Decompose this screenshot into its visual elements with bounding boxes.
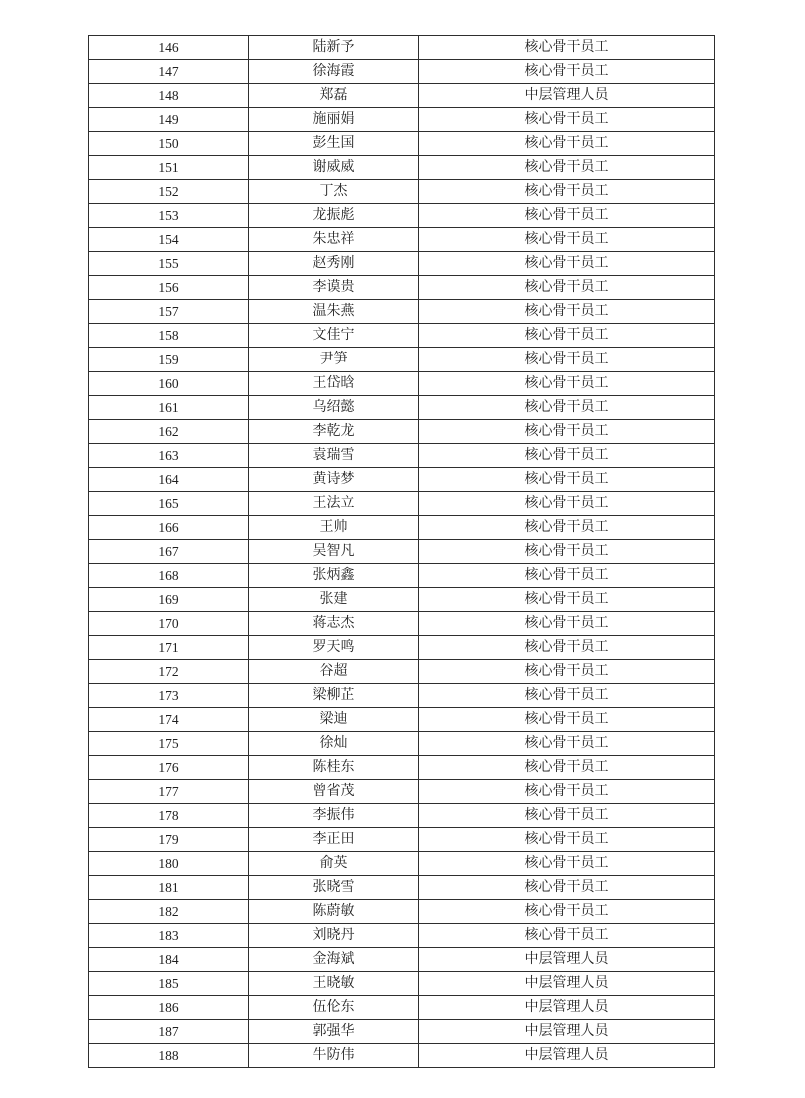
name-cell: 王晓敏 [249, 972, 419, 996]
category-cell: 核心骨干员工 [419, 876, 715, 900]
name-cell: 温朱燕 [249, 300, 419, 324]
serial-cell: 170 [89, 612, 249, 636]
name-cell: 王法立 [249, 492, 419, 516]
category-cell: 核心骨干员工 [419, 684, 715, 708]
table-row [89, 444, 715, 468]
serial-cell: 179 [89, 828, 249, 852]
serial-cell: 165 [89, 492, 249, 516]
name-cell: 谢威威 [249, 156, 419, 180]
name-cell: 陈桂东 [249, 756, 419, 780]
table-row [89, 60, 715, 84]
category-cell: 核心骨干员工 [419, 900, 715, 924]
table-row [89, 924, 715, 948]
name-cell: 李乾龙 [249, 420, 419, 444]
name-cell: 张晓雪 [249, 876, 419, 900]
name-cell: 黄诗梦 [249, 468, 419, 492]
table-row [89, 876, 715, 900]
name-cell: 赵秀刚 [249, 252, 419, 276]
table-row [89, 636, 715, 660]
category-cell: 核心骨干员工 [419, 564, 715, 588]
name-cell: 李谟贵 [249, 276, 419, 300]
category-cell: 核心骨干员工 [419, 612, 715, 636]
table-row [89, 660, 715, 684]
serial-cell: 164 [89, 468, 249, 492]
serial-cell: 149 [89, 108, 249, 132]
table-row [89, 276, 715, 300]
table-row [89, 348, 715, 372]
name-cell: 吴智凡 [249, 540, 419, 564]
name-cell: 罗天鸣 [249, 636, 419, 660]
name-cell: 王帅 [249, 516, 419, 540]
serial-cell: 148 [89, 84, 249, 108]
category-cell: 核心骨干员工 [419, 372, 715, 396]
table-row [89, 156, 715, 180]
category-cell: 核心骨干员工 [419, 324, 715, 348]
serial-cell: 155 [89, 252, 249, 276]
table-row [89, 228, 715, 252]
category-cell: 核心骨干员工 [419, 132, 715, 156]
table-body [89, 36, 715, 1068]
table-row [89, 252, 715, 276]
name-cell: 尹笋 [249, 348, 419, 372]
table-row [89, 948, 715, 972]
table-row [89, 300, 715, 324]
serial-cell: 172 [89, 660, 249, 684]
table-row [89, 396, 715, 420]
category-cell: 核心骨干员工 [419, 444, 715, 468]
table-row [89, 972, 715, 996]
serial-cell: 163 [89, 444, 249, 468]
name-cell: 徐海霞 [249, 60, 419, 84]
category-cell: 中层管理人员 [419, 1020, 715, 1044]
table-row [89, 756, 715, 780]
category-cell: 核心骨干员工 [419, 468, 715, 492]
table-row [89, 612, 715, 636]
name-cell: 金海斌 [249, 948, 419, 972]
category-cell: 中层管理人员 [419, 1044, 715, 1068]
table-row [89, 468, 715, 492]
table-row [89, 780, 715, 804]
name-cell: 俞英 [249, 852, 419, 876]
category-cell: 核心骨干员工 [419, 156, 715, 180]
table-row [89, 732, 715, 756]
name-cell: 牛防伟 [249, 1044, 419, 1068]
name-cell: 陈蔚敏 [249, 900, 419, 924]
serial-cell: 171 [89, 636, 249, 660]
name-cell: 袁瑞雪 [249, 444, 419, 468]
category-cell: 核心骨干员工 [419, 636, 715, 660]
table-row [89, 84, 715, 108]
category-cell: 中层管理人员 [419, 84, 715, 108]
name-cell: 刘晓丹 [249, 924, 419, 948]
category-cell: 核心骨干员工 [419, 228, 715, 252]
serial-cell: 178 [89, 804, 249, 828]
category-cell: 核心骨干员工 [419, 276, 715, 300]
table-row [89, 372, 715, 396]
category-cell: 核心骨干员工 [419, 204, 715, 228]
category-cell: 核心骨干员工 [419, 492, 715, 516]
category-cell: 核心骨干员工 [419, 36, 715, 60]
serial-cell: 151 [89, 156, 249, 180]
table-row [89, 1044, 715, 1068]
name-cell: 陆新予 [249, 36, 419, 60]
category-cell: 核心骨干员工 [419, 588, 715, 612]
category-cell: 中层管理人员 [419, 972, 715, 996]
name-cell: 蒋志杰 [249, 612, 419, 636]
category-cell: 核心骨干员工 [419, 852, 715, 876]
serial-cell: 162 [89, 420, 249, 444]
serial-cell: 187 [89, 1020, 249, 1044]
serial-cell: 181 [89, 876, 249, 900]
category-cell: 核心骨干员工 [419, 924, 715, 948]
table-row [89, 516, 715, 540]
serial-cell: 156 [89, 276, 249, 300]
category-cell: 核心骨干员工 [419, 540, 715, 564]
category-cell: 核心骨干员工 [419, 756, 715, 780]
serial-cell: 168 [89, 564, 249, 588]
serial-cell: 150 [89, 132, 249, 156]
serial-cell: 157 [89, 300, 249, 324]
serial-cell: 174 [89, 708, 249, 732]
table-row [89, 996, 715, 1020]
serial-cell: 183 [89, 924, 249, 948]
category-cell: 核心骨干员工 [419, 780, 715, 804]
category-cell: 核心骨干员工 [419, 732, 715, 756]
name-cell: 郭强华 [249, 1020, 419, 1044]
serial-cell: 188 [89, 1044, 249, 1068]
category-cell: 中层管理人员 [419, 996, 715, 1020]
category-cell: 核心骨干员工 [419, 708, 715, 732]
name-cell: 乌绍懿 [249, 396, 419, 420]
serial-cell: 186 [89, 996, 249, 1020]
table-row [89, 324, 715, 348]
name-cell: 文佳宁 [249, 324, 419, 348]
serial-cell: 152 [89, 180, 249, 204]
name-cell: 梁柳芷 [249, 684, 419, 708]
name-cell: 施丽娟 [249, 108, 419, 132]
employee-roster-table [88, 35, 715, 1068]
table-row [89, 180, 715, 204]
table-row [89, 492, 715, 516]
serial-cell: 154 [89, 228, 249, 252]
table-row [89, 108, 715, 132]
name-cell: 彭生国 [249, 132, 419, 156]
category-cell: 核心骨干员工 [419, 396, 715, 420]
table-row [89, 132, 715, 156]
table-row [89, 684, 715, 708]
category-cell: 核心骨干员工 [419, 420, 715, 444]
name-cell: 丁杰 [249, 180, 419, 204]
category-cell: 核心骨干员工 [419, 108, 715, 132]
name-cell: 郑磊 [249, 84, 419, 108]
name-cell: 朱忠祥 [249, 228, 419, 252]
serial-cell: 176 [89, 756, 249, 780]
category-cell: 核心骨干员工 [419, 828, 715, 852]
category-cell: 核心骨干员工 [419, 60, 715, 84]
serial-cell: 159 [89, 348, 249, 372]
table-row [89, 204, 715, 228]
name-cell: 张炳鑫 [249, 564, 419, 588]
serial-cell: 185 [89, 972, 249, 996]
serial-cell: 161 [89, 396, 249, 420]
name-cell: 王岱晗 [249, 372, 419, 396]
serial-cell: 158 [89, 324, 249, 348]
name-cell: 梁迪 [249, 708, 419, 732]
name-cell: 伍伦东 [249, 996, 419, 1020]
name-cell: 曾省茂 [249, 780, 419, 804]
name-cell: 谷超 [249, 660, 419, 684]
table-row [89, 564, 715, 588]
table-row [89, 36, 715, 60]
serial-cell: 182 [89, 900, 249, 924]
category-cell: 核心骨干员工 [419, 252, 715, 276]
category-cell: 核心骨干员工 [419, 180, 715, 204]
table-row [89, 708, 715, 732]
serial-cell: 169 [89, 588, 249, 612]
name-cell: 张建 [249, 588, 419, 612]
serial-cell: 180 [89, 852, 249, 876]
category-cell: 核心骨干员工 [419, 516, 715, 540]
serial-cell: 173 [89, 684, 249, 708]
serial-cell: 160 [89, 372, 249, 396]
table-row [89, 828, 715, 852]
serial-cell: 175 [89, 732, 249, 756]
category-cell: 核心骨干员工 [419, 660, 715, 684]
serial-cell: 153 [89, 204, 249, 228]
serial-cell: 177 [89, 780, 249, 804]
table-row [89, 1020, 715, 1044]
category-cell: 核心骨干员工 [419, 804, 715, 828]
table-row [89, 540, 715, 564]
table-row [89, 420, 715, 444]
serial-cell: 184 [89, 948, 249, 972]
serial-cell: 166 [89, 516, 249, 540]
serial-cell: 147 [89, 60, 249, 84]
name-cell: 李振伟 [249, 804, 419, 828]
serial-cell: 167 [89, 540, 249, 564]
name-cell: 龙振彪 [249, 204, 419, 228]
table-row [89, 900, 715, 924]
table-row [89, 588, 715, 612]
name-cell: 李正田 [249, 828, 419, 852]
name-cell: 徐灿 [249, 732, 419, 756]
table-row [89, 804, 715, 828]
category-cell: 核心骨干员工 [419, 300, 715, 324]
serial-cell: 146 [89, 36, 249, 60]
category-cell: 中层管理人员 [419, 948, 715, 972]
table-row [89, 852, 715, 876]
category-cell: 核心骨干员工 [419, 348, 715, 372]
